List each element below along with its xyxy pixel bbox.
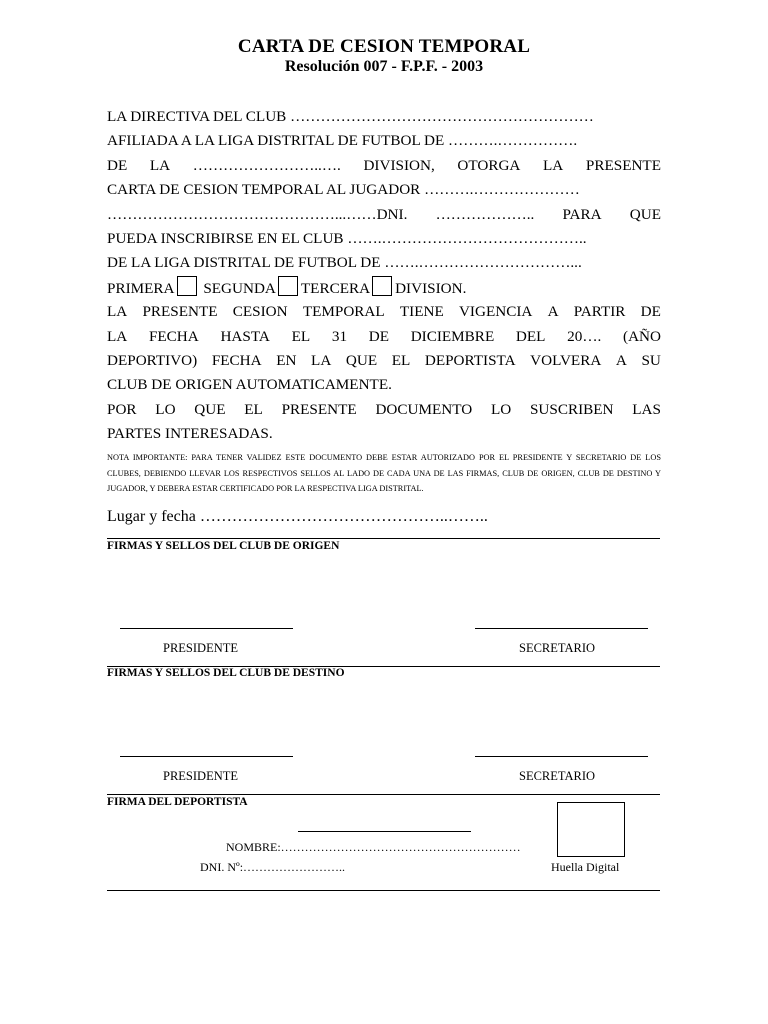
word: TEMPORAL [302,303,385,321]
origin-secretary-label: SECRETARIO [519,641,596,655]
word: SUSCRIBEN [529,400,614,418]
segunda-checkbox[interactable] [278,276,298,296]
word: PARA [562,205,602,223]
body-line-justified [107,398,661,422]
word: LA [149,156,171,174]
body-line: PARTES INTERESADAS. [107,425,273,443]
word: DEPORTISTA [424,351,516,369]
destination-secretary-label: SECRETARIO [519,769,596,783]
divider [107,794,660,795]
body-line-justified [107,154,661,178]
word: ………………………………………...……DNI. [107,205,408,223]
word: LA [107,327,128,345]
word: DEL [515,327,546,345]
word: PRESENTE [281,400,357,418]
word: CESION [232,303,288,321]
division-word: DIVISION. [395,279,467,297]
player-dni-field: DNI. Nº:…………………….. [200,860,346,874]
document-subtitle: Resolución 007 - F.P.F. - 2003 [284,58,484,75]
divider [107,538,660,539]
word: HASTA [220,327,270,345]
body-line: LA DIRECTIVA DEL CLUB …………………………………………………… [107,108,594,125]
word: LA [543,156,564,174]
origin-president-signature-line [120,628,293,629]
division-segunda-label: SEGUNDA [203,279,276,297]
word: ……………………..…. [192,156,341,174]
body-line: DE LA LIGA DISTRITAL DE FUTBOL DE …….…………………………... [107,254,582,272]
word: QUE [194,400,226,418]
word: DE [368,327,389,345]
body-line: CLUB DE ORIGEN AUTOMATICAMENTE. [107,376,392,394]
word: DICIEMBRE [410,327,495,345]
word: 20…. [567,327,602,345]
body-line-justified [107,349,661,373]
word: PRESENTE [585,156,661,174]
destination-secretary-signature-line [475,756,648,757]
division-tercera-label: TERCERA [300,279,371,297]
important-note: NOTA IMPORTANTE: PARA TENER VALIDEZ ESTE DOCUMENTO DEBE ESTAR AUTORIZADO POR EL PRESIDENTE Y SECRETARIO DE LOS CLUBES, DEBIENDO LLEVAR LOS RESPECTIVOS SELLOS AL LADO DE CADA UNA DE LAS FIRMAS, CLUB DE ORIGEN, CLUB DE DESTINO Y JUGADOR, Y DEBERA ESTAR CERTIFICADO POR LA RESPECTIVA LIGA DISTRITAL. [107,453,661,493]
word: FECHA [211,351,262,369]
word: OTORGA [457,156,521,174]
word: LAS [632,400,661,418]
letter-body [107,105,661,446]
word: LO [490,400,512,418]
word: EL [391,351,411,369]
word: EL [244,400,263,418]
word: EL [291,327,311,345]
place-date-field: Lugar y fecha ………………………………………..…….. [107,508,488,525]
word: POR [107,400,137,418]
body-line-justified [107,203,661,227]
origin-president-label: PRESIDENTE [163,641,238,655]
body-line-justified [107,325,661,349]
word: SU [641,351,661,369]
word: DIVISION, [363,156,435,174]
document-title: CARTA DE CESION TEMPORAL [237,36,531,57]
word: DOCUMENTO [375,400,473,418]
word: PRESENTE [142,303,218,321]
origin-secretary-signature-line [475,628,648,629]
body-line: AFILIADA A LA LIGA DISTRITAL DE FUTBOL DE ……….……………. [107,132,578,150]
word: VIGENCIA [458,303,533,321]
player-signature-line [298,831,471,832]
word: TIENE [399,303,444,321]
body-line-justified [107,300,661,324]
tercera-checkbox[interactable] [372,276,392,296]
word: QUE [345,351,378,369]
word: VOLVERA [530,351,602,369]
origin-club-section-title: FIRMAS Y SELLOS DEL CLUB DE ORIGEN [107,540,340,552]
player-signature-section-title: FIRMA DEL DEPORTISTA [107,796,248,808]
fingerprint-label: Huella Digital [551,860,620,874]
word: QUE [629,205,661,223]
word: A [615,351,627,369]
division-primera-label: PRIMERA [107,279,175,297]
word: ……………….. [435,205,535,223]
word: EN [276,351,297,369]
word: FECHA [148,327,199,345]
destination-president-label: PRESIDENTE [163,769,238,783]
word: DEPORTIVO) [107,351,198,369]
fingerprint-box [557,802,625,857]
destination-president-signature-line [120,756,293,757]
primera-checkbox[interactable] [177,276,197,296]
word: 31 [331,327,348,345]
word: LO [155,400,176,418]
word: LA [107,303,128,321]
division-options-line [107,276,661,300]
word: DE [640,303,661,321]
word: A [547,303,559,321]
word: LA [311,351,332,369]
body-line: CARTA DE CESION TEMPORAL AL JUGADOR ……….………………… [107,181,580,199]
body-line: PUEDA INSCRIBIRSE EN EL CLUB …….………………………………….. [107,229,587,247]
destination-club-section-title: FIRMAS Y SELLOS DEL CLUB DE DESTINO [107,667,345,679]
word: (AÑO [623,327,661,345]
player-name-field: NOMBRE:…………………………………………………… [226,840,521,854]
divider [107,890,660,891]
word: DE [107,156,128,174]
word: PARTIR [573,303,626,321]
